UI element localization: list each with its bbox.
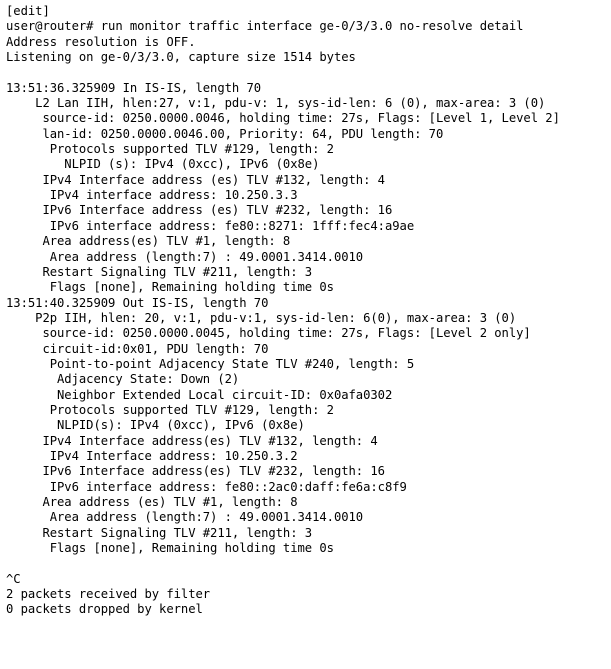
terminal-line: IPv6 Interface address (es) TLV #232, length: 16	[6, 203, 393, 218]
terminal-line: IPv6 interface address: fe80::8271: 1fff:fec4:a9ae	[6, 218, 415, 233]
terminal-line: NLPID (s): IPv4 (0xcc), IPv6 (0x8e)	[6, 157, 320, 172]
terminal-line: Flags [none], Remaining holding time 0s	[6, 280, 334, 295]
terminal-line: Address resolution is OFF.	[6, 34, 196, 49]
terminal-line: Area address (es) TLV #1, length: 8	[6, 495, 298, 509]
terminal-line: ^C	[6, 571, 21, 586]
terminal-line: source-id: 0250.0000.0045, holding time: 27s, Flags: [Level 2 only]	[6, 326, 531, 341]
terminal-line: NLPID(s): IPv4 (0xcc), IPv6 (0x8e)	[6, 418, 305, 433]
terminal-line: Point-to-point Adjacency State TLV #240, length: 5	[6, 356, 415, 371]
terminal-line: source-id: 0250.0000.0046, holding time: 27s, Flags: [Level 1, Level 2]	[6, 111, 560, 126]
terminal-line	[6, 556, 605, 571]
terminal-line: 0 packets dropped by kernel	[6, 602, 203, 617]
terminal-line: Area address(es) TLV #1, length: 8	[6, 234, 291, 249]
terminal-line: 2 packets received by filter	[6, 587, 211, 602]
terminal-line: Listening on ge-0/3/3.0, capture size 1514 bytes	[6, 50, 356, 65]
terminal-line: IPv4 Interface address (es) TLV #132, length: 4	[6, 172, 385, 187]
terminal-line: Protocols supported TLV #129, length: 2	[6, 402, 334, 417]
terminal-line: Protocols supported TLV #129, length: 2	[6, 142, 334, 157]
terminal-line: IPv4 Interface address(es) TLV #132, length: 4	[6, 433, 378, 448]
terminal-line: Adjacency State: Down (2)	[6, 372, 240, 387]
terminal-line: Neighbor Extended Local circuit-ID: 0x0afa0302	[6, 387, 393, 402]
terminal-line: lan-id: 0250.0000.0046.00, Priority: 64, PDU length: 70	[6, 126, 444, 141]
terminal-line: IPv4 interface address: 10.250.3.3	[6, 188, 298, 203]
terminal-line: IPv6 Interface address(es) TLV #232, length: 16	[6, 464, 385, 479]
terminal-line: L2 Lan IIH, hlen:27, v:1, pdu-v: 1, sys-id-len: 6 (0), max-area: 3 (0)	[6, 96, 546, 111]
terminal-line: IPv6 interface address: fe80::2ac0:daff:fe6a:c8f9	[6, 479, 407, 494]
terminal-line: Restart Signaling TLV #211, length: 3	[6, 264, 313, 279]
terminal-line: 13:51:40.325909 Out IS-IS, length 70	[6, 295, 269, 310]
terminal-line: IPv4 Interface address: 10.250.3.2	[6, 448, 298, 463]
terminal-line: Flags [none], Remaining holding time 0s	[6, 541, 334, 556]
terminal-line: 13:51:36.325909 In IS-IS, length 70	[6, 80, 262, 95]
terminal-line: P2p IIH, hlen: 20, v:1, pdu-v:1, sys-id-len: 6(0), max-area: 3 (0)	[6, 310, 517, 325]
terminal-line	[6, 65, 605, 80]
terminal-line: Area address (length:7) : 49.0001.3414.0010	[6, 510, 364, 525]
terminal-line: Restart Signaling TLV #211, length: 3	[6, 525, 313, 540]
terminal-line: Area address (length:7) : 49.0001.3414.0010	[6, 249, 364, 264]
terminal-line: circuit-id:0x01, PDU length: 70	[6, 341, 269, 356]
terminal-line: [edit]	[6, 4, 50, 18]
terminal-line: user@router# run monitor traffic interface ge-0/3/3.0 no-resolve detail	[6, 19, 524, 34]
